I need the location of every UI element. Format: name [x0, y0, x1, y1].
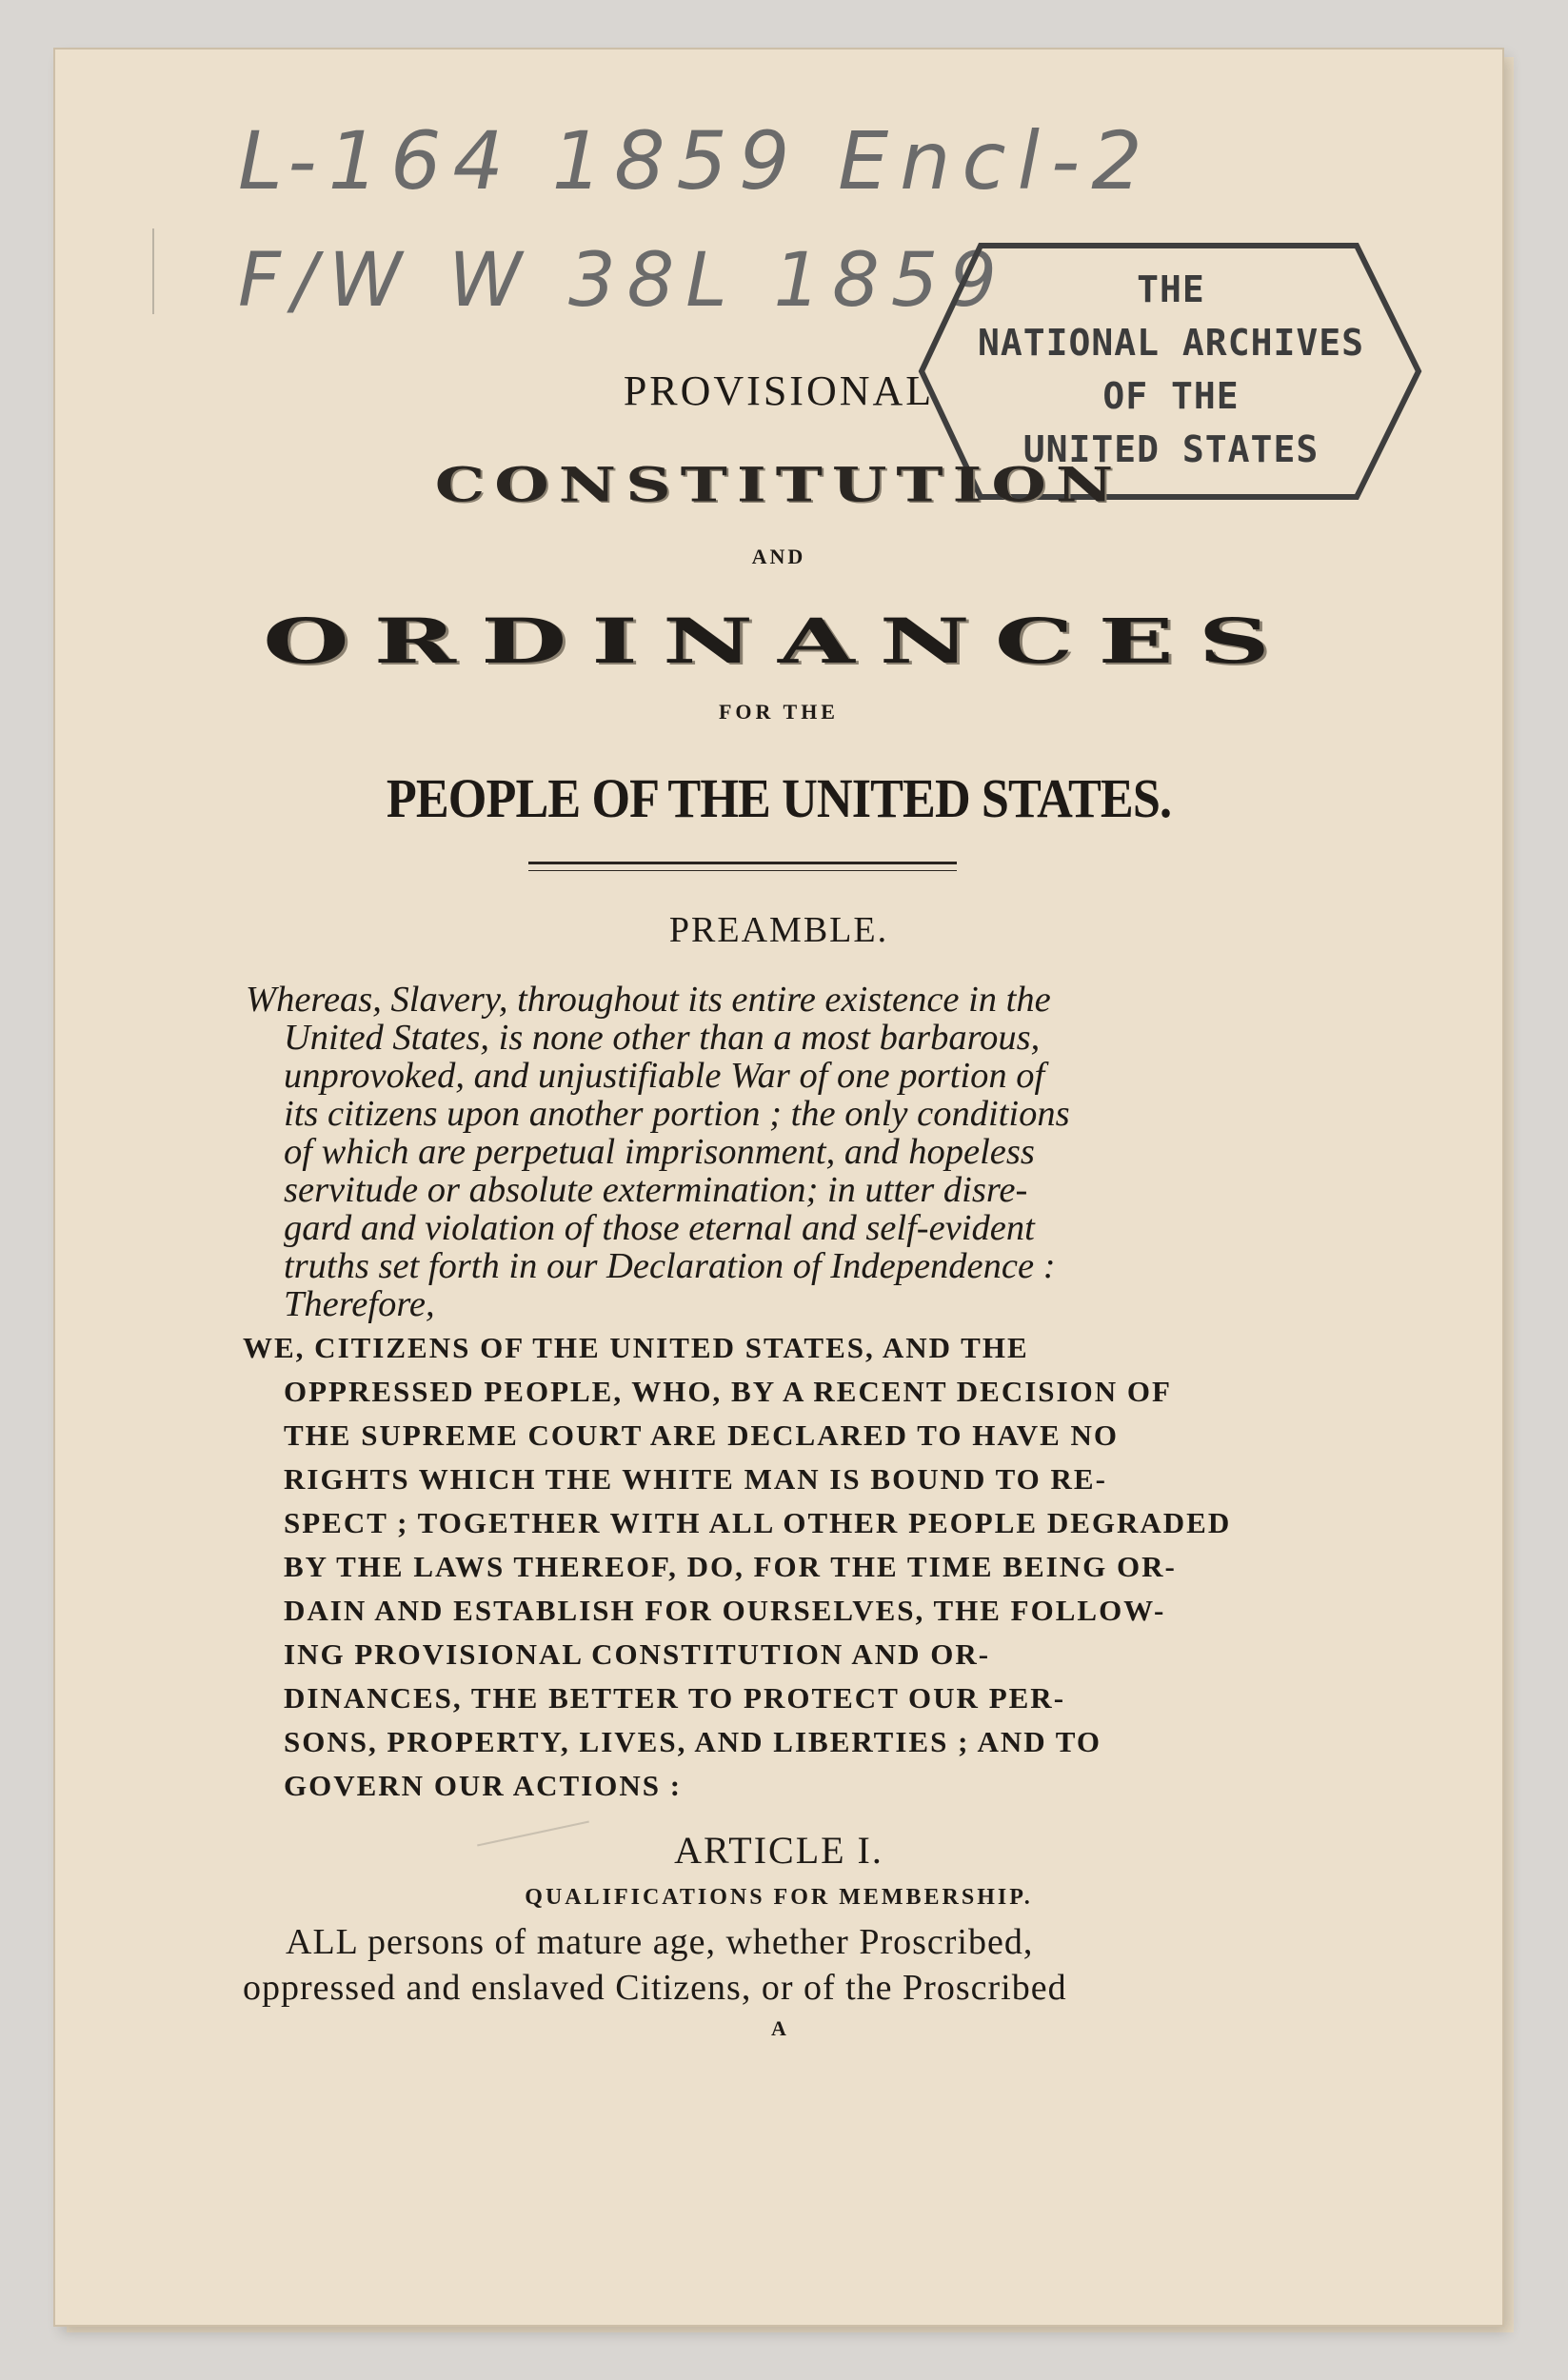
we-citizens-line: DAIN AND ESTABLISH FOR OURSELVES, THE FOLLOW- — [284, 1594, 1166, 1627]
title-provisional: PROVISIONAL — [623, 367, 935, 414]
pencil-mark — [152, 228, 154, 314]
article-subheading: QUALIFICATIONS FOR MEMBERSHIP. — [525, 1885, 1033, 1910]
stamp-line-2: NATIONAL ARCHIVES — [978, 322, 1364, 364]
we-citizens-line: ING PROVISIONAL CONSTITUTION AND OR- — [284, 1637, 991, 1671]
we-citizens-line: SONS, PROPERTY, LIVES, AND LIBERTIES ; AND TO — [284, 1725, 1102, 1758]
preamble-heading: PREAMBLE. — [668, 910, 889, 950]
article-body-line: ALL persons of mature age, whether Proscribed, — [286, 1922, 1034, 1962]
title-ordinances: ORDINANCES — [263, 605, 1295, 678]
we-citizens-line: WE, CITIZENS OF THE UNITED STATES, AND THE — [243, 1331, 1029, 1364]
we-citizens-line: THE SUPREME COURT ARE DECLARED TO HAVE NO — [284, 1418, 1120, 1452]
printer-signature-mark: A — [771, 2016, 786, 2040]
stamp-line-4: UNITED STATES — [1022, 428, 1320, 470]
we-citizens-line: GOVERN OUR ACTIONS : — [284, 1769, 683, 1802]
handwritten-catalog-number: L-164 1859 Encl-2 — [238, 114, 1154, 208]
we-citizens-line: RIGHTS WHICH THE WHITE MAN IS BOUND TO RE- — [284, 1462, 1107, 1496]
title-for-the: FOR THE — [718, 700, 839, 724]
title-and: AND — [751, 545, 806, 568]
article-body-line: oppressed and enslaved Citizens, or of the Proscribed — [243, 1968, 1067, 2008]
title-rule-bottom — [528, 870, 957, 871]
whereas-line: Whereas, Slavery, throughout its entire existence in the — [246, 980, 1051, 1020]
whereas-line: unprovoked, and unjustifiable War of one portion of — [284, 1056, 1045, 1096]
we-citizens-line: SPECT ; TOGETHER WITH ALL OTHER PEOPLE DEGRADED — [284, 1506, 1232, 1539]
title-people: PEOPLE OF THE UNITED STATES. — [386, 767, 1172, 829]
whereas-line: servitude or absolute extermination; in utter disre- — [284, 1170, 1028, 1210]
whereas-line: United States, is none other than a most barbarous, — [284, 1018, 1041, 1058]
we-citizens-line: DINANCES, THE BETTER TO PROTECT OUR PER- — [284, 1681, 1066, 1715]
stamp-line-1: THE — [1137, 268, 1205, 310]
whereas-line: truths set forth in our Declaration of Independence : — [284, 1246, 1056, 1286]
whereas-line: its citizens upon another portion ; the only conditions — [284, 1094, 1070, 1134]
title-constitution: CONSTITUTION — [434, 456, 1123, 513]
we-citizens-line: BY THE LAWS THEREOF, DO, FOR THE TIME BEING OR- — [284, 1550, 1177, 1583]
handwritten-file-number: F/W W 38L 1859 — [238, 238, 1008, 324]
whereas-line: Therefore, — [284, 1284, 435, 1324]
article-heading: ARTICLE I. — [674, 1829, 883, 1872]
title-rule-top — [528, 862, 957, 864]
whereas-line: of which are perpetual imprisonment, and hopeless — [284, 1132, 1035, 1172]
stamp-line-3: OF THE — [1102, 375, 1240, 417]
we-citizens-line: OPPRESSED PEOPLE, WHO, BY A RECENT DECISION OF — [284, 1375, 1172, 1408]
whereas-line: gard and violation of those eternal and self-evident — [284, 1208, 1035, 1248]
